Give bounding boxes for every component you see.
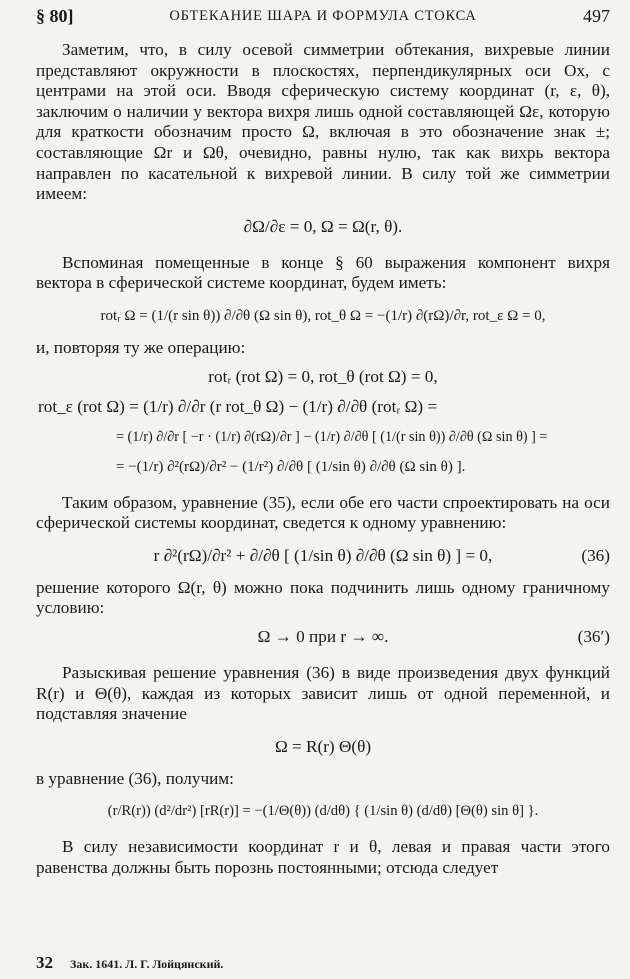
- paragraph: Заметим, что, в силу осевой симметрии обтекания, вихревые линии представляют окружности в плоскостях, перпендикулярных оси Ox, с центрами на этой оси. Вводя сферическую систему координат (r, ε, θ), заключим о наличии у вектора вихря лишь одной составляющей Ωε, которую для краткости обозначим просто Ω, включая в это обозначение знак ±; составляющие Ωr и Ωθ, очевидно, равны нулю, так как вихрь вектора направлен по касательной к вихревой линии. В силу той же симметрии имеем:: [36, 40, 610, 204]
- printer-footer: [36, 953, 223, 973]
- equation: rotᵣ Ω = (1/(r sin θ)) ∂/∂θ (Ω sin θ), rot_θ Ω = −(1/r) ∂(rΩ)/∂r, rot_ε Ω = 0,: [100, 307, 546, 324]
- equation: (r/R(r)) (d²/dr²) [rR(r)] = −(1/Θ(θ)) (d/dθ) { (1/sin θ) (d/dθ) [Θ(θ) sin θ] }.: [107, 803, 539, 820]
- paragraph: В силу независимости координат r и θ, левая и правая части этого равенства должны быть порознь постоянными; отсюда следует: [36, 837, 610, 877]
- paragraph: Таким образом, уравнение (35), если обе его части спроектировать на оси сферической системы координат, сведется к одному уравнению:: [36, 492, 610, 533]
- equation-36: [36, 544, 610, 568]
- equation: ∂Ω/∂ε = 0, Ω = Ω(r, θ).: [243, 216, 403, 236]
- page-number: 497: [583, 6, 610, 26]
- signature-mark: 32: [36, 953, 53, 972]
- paragraph: в уравнение (36), получим:: [36, 768, 234, 788]
- equation-number: (36′): [577, 626, 610, 646]
- equation-36-prime: [36, 625, 610, 649]
- paragraph: и, повторяя ту же операцию:: [36, 337, 246, 357]
- paragraph: Вспоминая помещенные в конце § 60 выражения компонент вихря вектора в сферической системе координат, будем иметь:: [36, 252, 610, 293]
- running-header: [36, 6, 610, 32]
- equation-number: (36): [581, 545, 610, 565]
- equation: Ω = R(r) Θ(θ): [274, 736, 372, 756]
- equation-body: Ω → 0 при r → ∞.: [257, 626, 389, 646]
- equation-body: r ∂²(rΩ)/∂r² + ∂/∂θ [ (1/sin θ) ∂/∂θ (Ω sin θ) ] = 0,: [153, 545, 493, 565]
- equation: rotᵣ (rot Ω) = 0, rot_θ (rot Ω) = 0,: [208, 366, 438, 386]
- paragraph: Разыскивая решение уравнения (36) в виде произведения двух функций R(r) и Θ(θ), каждая из которых зависит лишь от одной переменной, и подставляя значение: [36, 662, 610, 724]
- printer-note: Зак. 1641. Л. Г. Лойцянский.: [70, 957, 224, 971]
- text-body: [36, 40, 610, 878]
- equation: = −(1/r) ∂²(rΩ)/∂r² − (1/r²) ∂/∂θ [ (1/sin θ) ∂/∂θ (Ω sin θ) ].: [116, 458, 466, 475]
- equation: = (1/r) ∂/∂r [ −r · (1/r) ∂(rΩ)/∂r ] − (1/r) ∂/∂θ [ (1/(r sin θ)) ∂/∂θ (Ω sin θ) ] =: [116, 428, 548, 445]
- equation: rot_ε (rot Ω) = (1/r) ∂/∂r (r rot_θ Ω) − (1/r) ∂/∂θ (rotᵣ Ω) =: [38, 396, 438, 416]
- running-title: ОБТЕКАНИЕ ШАРА И ФОРМУЛА СТОКСА: [169, 8, 477, 24]
- section-ref: § 80]: [36, 6, 74, 26]
- paragraph: решение которого Ω(r, θ) можно пока подчинить лишь одному граничному условию:: [36, 577, 610, 618]
